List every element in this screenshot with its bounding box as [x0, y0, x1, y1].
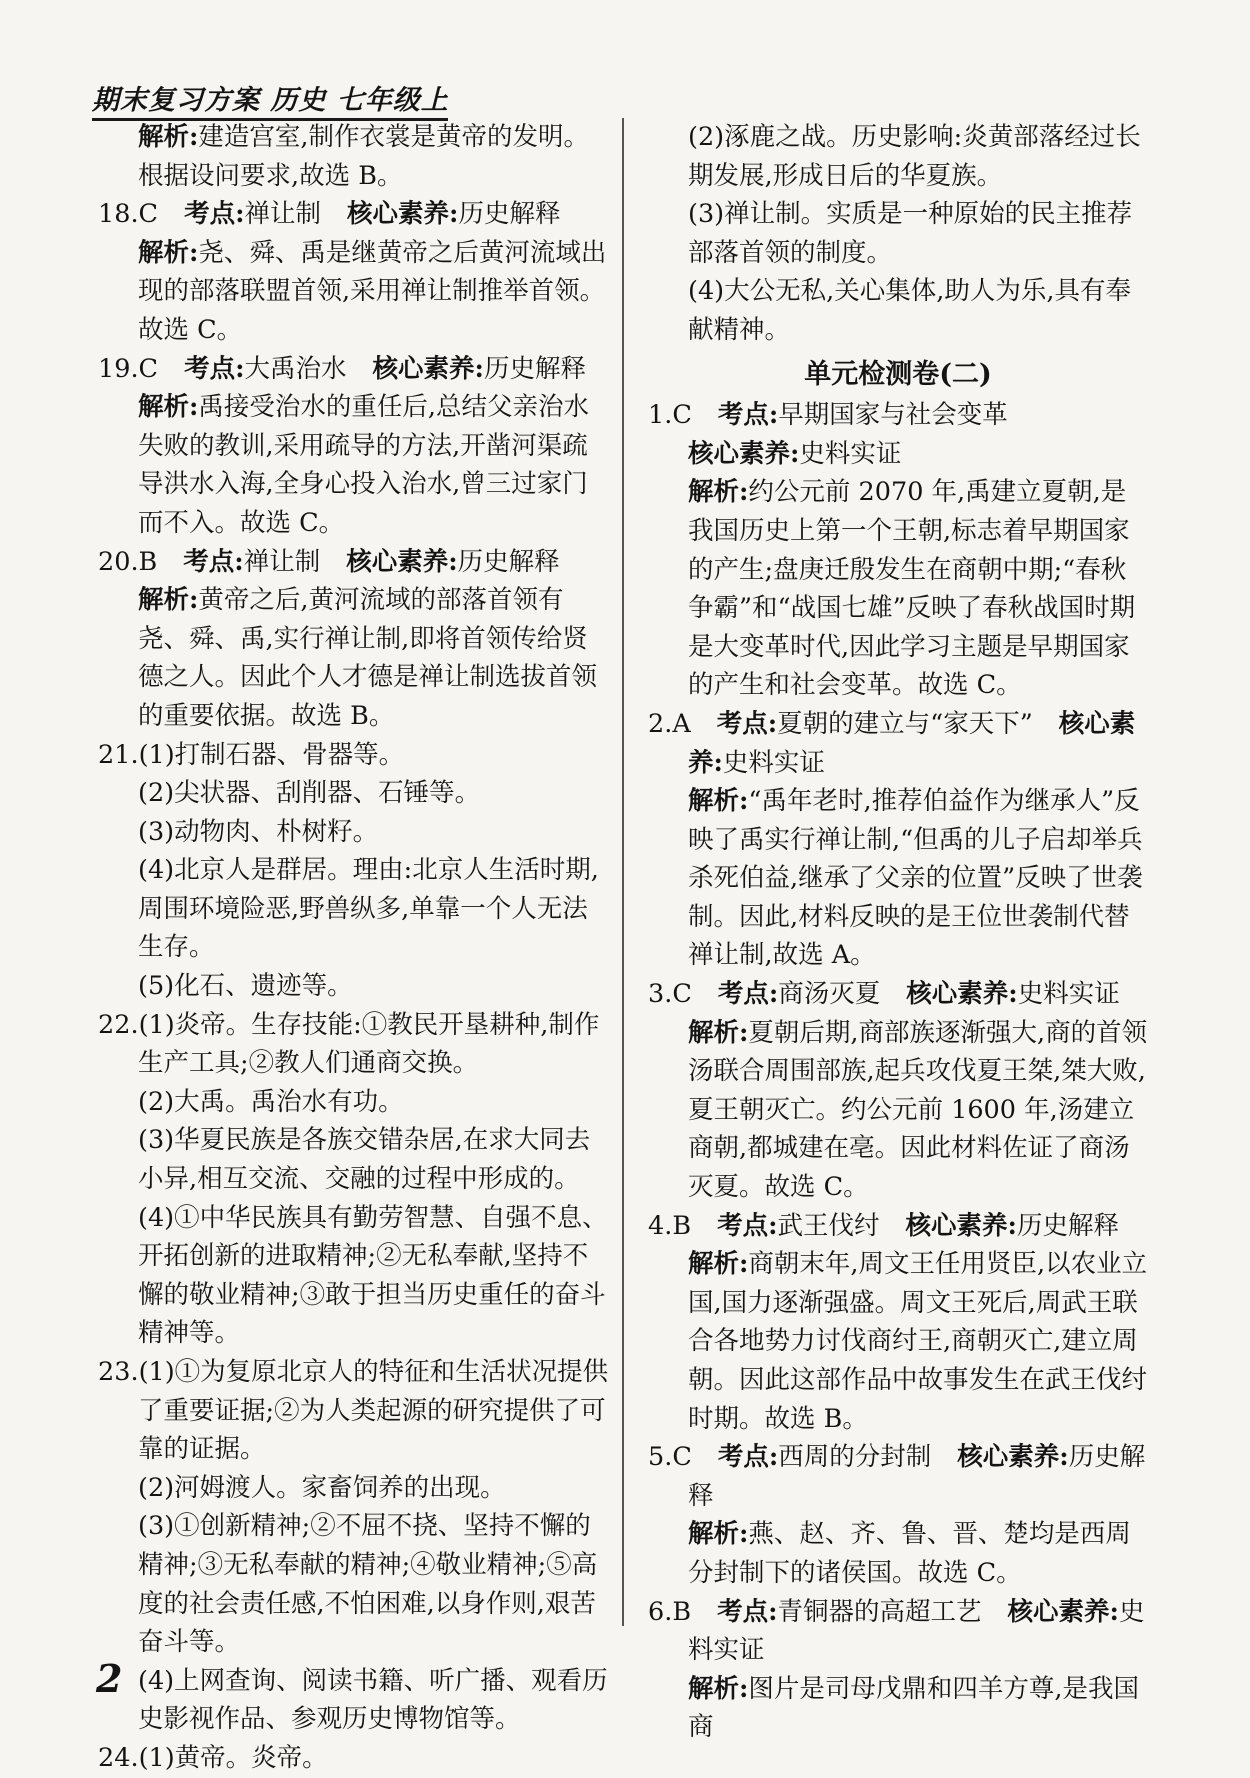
- answer-17-continued: 解析:建造宫室,制作衣裳是黄帝的发明。根据设问要求,故选 B。: [138, 122, 590, 191]
- answer-24-continued: (2)涿鹿之战。历史影响:炎黄部落经过长期发展,形成日后的华夏族。 (3)禅让制。实质是一种原始的民主推荐部落首领的制度。 (4)大公无私,关心集体,助人为乐,具有奉献精神。: [688, 122, 1141, 345]
- answer-22: 22.(1)炎帝。生存技能:①教民开垦耕种,制作生产工具;②教人们通商交换。 (2)大禹。禹治水有功。 (3)华夏民族是各族交错杂居,在求大同去小异,相互交流、交融的过程中形成的。 (4)①中华民族具有勤劳智慧、自强不息、开拓创新的进取精神;②无私奉献,坚持不懈的敬业精神;③敢于担当历史重任的奋斗精神等。: [98, 1009, 608, 1349]
- right-column: [648, 118, 1148, 1747]
- page-number: 2: [96, 1656, 123, 1701]
- answer-18: 18.C 考点:禅让制 核心素养:历史解释 解析:尧、舜、禹是继黄帝之后黄河流域出现的部落联盟首领,采用禅让制推举首领。故选 C。: [98, 199, 607, 345]
- answer-2: 2.A 考点:夏朝的建立与“家天下” 核心素养:史料实证 解析:“禹年老时,推荐伯益作为继承人”反映了禹实行禅让制,“但禹的儿子启却举兵杀死伯益,继承了父亲的位置”反映了世袭制。因此,材料反映的是王位世袭制代替禅让制,故选 A。: [648, 708, 1143, 971]
- column-divider: [622, 118, 624, 1626]
- answer-21: 21.(1)打制石器、骨器等。 (2)尖状器、刮削器、石锤等。 (3)动物肉、朴树籽。 (4)北京人是群居。理由:北京人生活时期,周围环境险恶,野兽纵多,单靠一个人无法生存。 (5)化石、遗迹等。: [98, 739, 599, 1002]
- answer-23: 23.(1)①为复原北京人的特征和生活状况提供了重要证据;②为人类起源的研究提供了可靠的证据。 (2)河姆渡人。家畜饲养的出现。 (3)①创新精神;②不屈不挠、坚持不懈的精神;③无私奉献的精神;④敬业精神;⑤高度的社会责任感,不怕困难,以身作则,艰苦奋斗等。 (4)上网查询、阅读书籍、听广播、观看历史影视作品、参观历史博物馆等。: [98, 1357, 609, 1735]
- answer-6: 6.B 考点:青铜器的高超工艺 核心素养:史料实证 解析:图片是司母戊鼎和四羊方尊,是我国商: [648, 1596, 1145, 1743]
- answer-19: 19.C 考点:大禹治水 核心素养:历史解释 解析:禹接受治水的重任后,总结父亲治水失败的教训,采用疏导的方法,开凿河渠疏导洪水入海,全身心投入治水,曾三过家门而不入。故选 C。: [98, 353, 590, 538]
- answer-1: 1.C 考点:早期国家与社会变革 核心素养:史料实证 解析:约公元前 2070 年,禹建立夏朝,是我国历史上第一个王朝,标志着早期国家的产生;盘庚迁殷发生在商朝中期;“春秋争霸”和“战国七雄”反映了春秋战国时期是大变革时代,因此学习主题是早期国家的产生和社会变革。故选 C。: [648, 400, 1136, 701]
- left-column: [98, 118, 610, 1778]
- answer-3: 3.C 考点:商汤灭夏 核心素养:史料实证 解析:夏朝后期,商部族逐渐强大,商的首领汤联合周围部族,起兵攻伐夏王桀,桀大败,夏王朝灭亡。约公元前 1600 年,汤建立商朝,都城建在亳。因此材料佐证了商汤灭夏。故选 C。: [648, 979, 1148, 1203]
- answer-4: 4.B 考点:武王伐纣 核心素养:历史解释 解析:商朝末年,周文王任用贤臣,以农业立国,国力逐渐强盛。周文王死后,周武王联合各地势力讨伐商纣王,商朝灭亡,建立周朝。因此这部作品中故事发生在武王伐纣时期。故选 B。: [648, 1210, 1148, 1434]
- answer-20: 20.B 考点:禅让制 核心素养:历史解释 解析:黄帝之后,黄河流域的部落首领有尧、舜、禹,实行禅让制,即将首领传给贤德之人。因此个人才德是禅让制选拔首领的重要依据。故选 B。: [98, 546, 598, 731]
- answer-5: 5.C 考点:西周的分封制 核心素养:历史解释 解析:燕、赵、齐、鲁、晋、楚均是西周分封制下的诸侯国。故选 C。: [648, 1442, 1146, 1588]
- page-header: 期末复习方案 历史 七年级上: [92, 85, 449, 116]
- answer-24: 24.(1)黄帝。炎帝。: [98, 1742, 328, 1773]
- section-title: 单元检测卷(二): [804, 358, 992, 390]
